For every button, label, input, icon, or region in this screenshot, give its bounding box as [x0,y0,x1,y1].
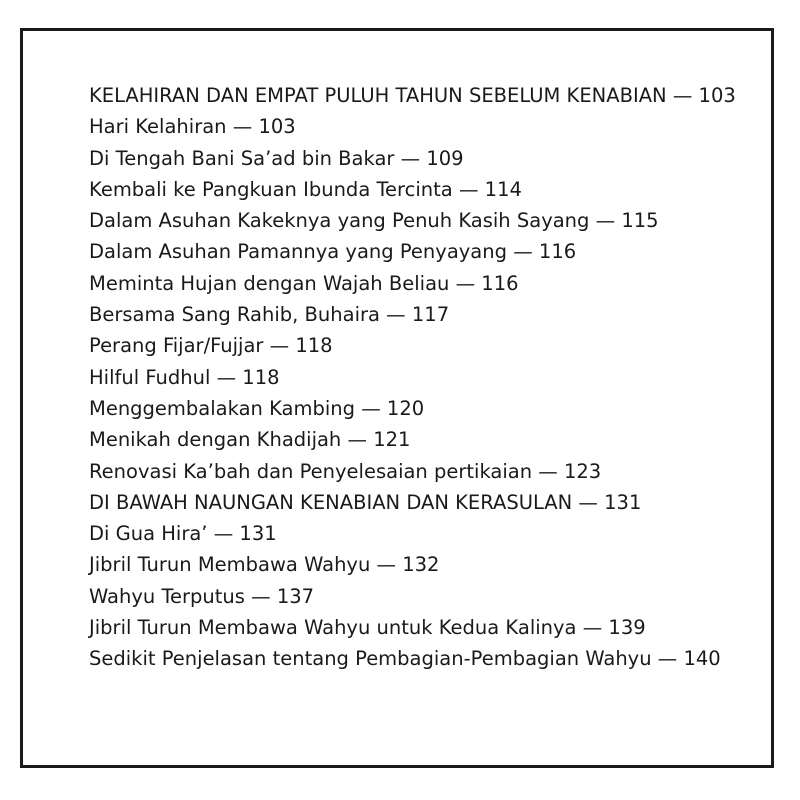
toc-entry-page: 140 [683,647,721,671]
toc-entry-title: Wahyu Terputus [89,584,245,608]
toc-entry-title: Dalam Asuhan Pamannya yang Penyayang [89,240,507,264]
toc-entry-title: Meminta Hujan dengan Wajah Beliau [89,271,450,295]
toc-entry-page: 137 [276,584,315,608]
toc-entry-separator: — [651,647,684,671]
toc-entry-title: Sedikit Penjelasan tentang Pembagian-Pembagian Wahyu [89,647,652,671]
toc-entry-separator: — [666,84,699,107]
toc-entry [89,330,754,361]
toc-entry [89,456,754,487]
toc-entry-separator: — [576,616,609,640]
toc-entry-kelahiran [89,80,754,111]
toc-entry-page: 116 [538,240,577,264]
toc-entry-title: KELAHIRAN DAN EMPAT PULUH TAHUN SEBELUM KENABIAN [89,84,667,107]
toc-entry-separator: — [207,522,240,546]
toc-entry-title: Bersama Sang Rahib, Buhaira [89,303,380,327]
toc-entry-pembagian-wahyu [89,643,754,674]
toc-entry [89,549,754,580]
toc-entry-kenabian [89,487,754,518]
toc-entry-title: DI BAWAH NAUNGAN KENABIAN DAN KERASULAN [89,490,573,514]
toc-entry-separator: — [210,365,243,389]
toc-entry-page: 114 [484,177,522,201]
toc-entry-separator: — [589,209,622,233]
toc-entry-title: Jibril Turun Membawa Wahyu untuk Kedua Kalinya [89,616,577,640]
toc-entry-separator: — [394,146,427,170]
toc-entry [89,143,754,174]
toc-entry [89,236,754,267]
toc-entry-page: 118 [295,334,333,358]
toc-entry-separator: — [341,428,374,452]
toc-entry [89,205,754,236]
toc-entry [89,581,754,612]
toc-entry-title: Hilful Fudhul [89,365,211,389]
toc-entry-separator: — [244,584,277,608]
table-of-contents [89,80,754,675]
toc-entry-title: Menggembalakan Kambing [89,396,356,420]
toc-entry-title: Hari Kelahiran [89,115,227,139]
toc-entry-page: 131 [239,522,277,546]
toc-entry [89,612,754,643]
toc-entry-page: 115 [621,209,659,233]
toc-entry [89,174,754,205]
toc-entry-page: 121 [373,428,411,452]
toc-entry-page: 120 [386,396,425,420]
toc-entry-title: Menikah dengan Khadijah [89,428,342,452]
toc-entry-page: 123 [563,459,602,483]
toc-entry-separator: — [355,396,387,420]
toc-entry-title: Dalam Asuhan Kakeknya yang Penuh Kasih Sayang [89,209,590,233]
toc-entry-page: 109 [426,146,464,170]
toc-entry-separator: — [452,177,485,201]
toc-entry-title: Renovasi Ka’bah dan Penyelesaian pertikaian [89,459,533,483]
toc-entry-separator: — [226,115,259,139]
toc-entry [89,299,754,330]
toc-entry [89,424,754,455]
toc-entry-page: 139 [608,616,646,640]
toc-entry-title: Di Gua Hira’ [89,522,208,546]
toc-entry-page: 103 [258,115,296,139]
toc-entry-separator: — [507,240,539,264]
toc-entry-separator: — [379,303,412,327]
toc-entry-page: 118 [242,365,280,389]
toc-entry [89,268,754,299]
toc-entry-page: 116 [481,271,519,295]
toc-entry-page: 117 [411,303,450,327]
toc-entry-title: Kembali ke Pangkuan Ibunda Tercinta [89,177,453,201]
toc-entry-separator: — [370,553,403,577]
toc-entry-page: 132 [402,553,440,577]
toc-entry [89,111,754,142]
toc-entry-title: Perang Fijar/Fujjar [89,334,264,358]
toc-entry [89,518,754,549]
toc-entry-separator: — [532,459,564,483]
toc-entry [89,393,754,424]
toc-entry-separator: — [263,334,296,358]
toc-entry-separator: — [572,490,605,514]
toc-entry-page: 103 [698,84,736,107]
toc-entry-title: Di Tengah Bani Sa’ad bin Bakar [89,146,395,170]
toc-entry-page: 131 [604,490,642,514]
toc-entry [89,362,754,393]
toc-entry-title: Jibril Turun Membawa Wahyu [89,553,371,577]
toc-entry-separator: — [449,271,482,295]
